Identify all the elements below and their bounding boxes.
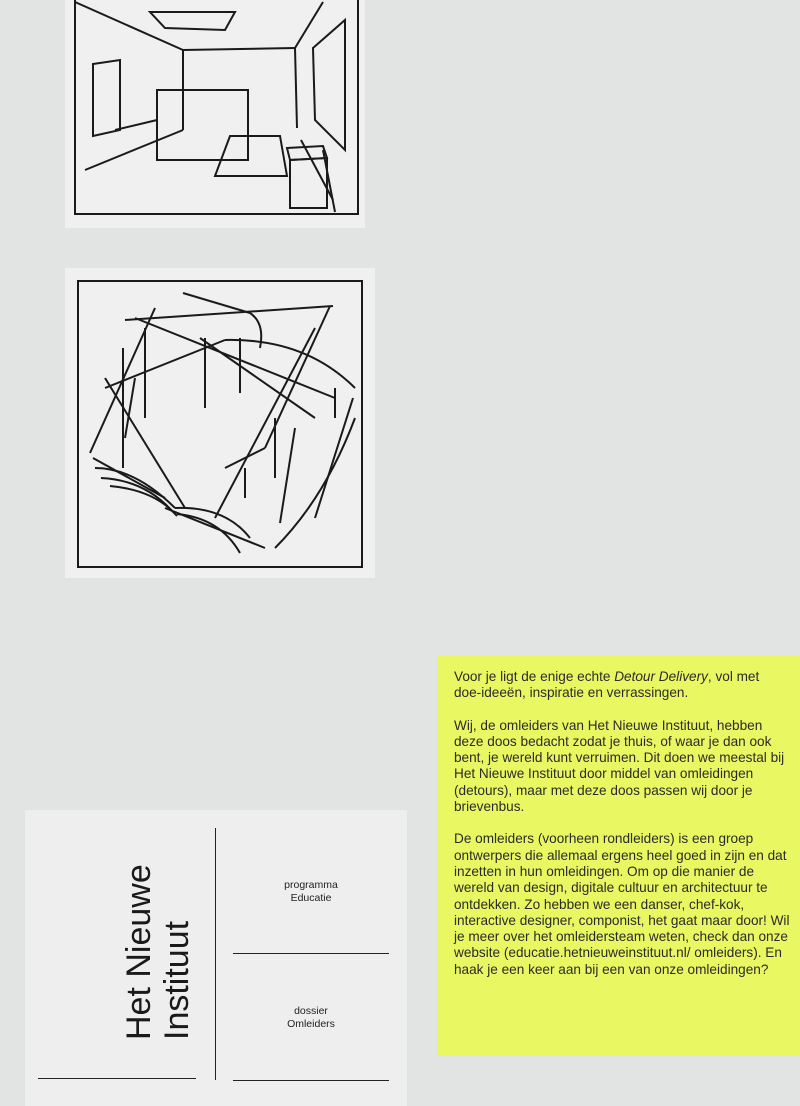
intro-note <box>437 656 800 1056</box>
note-paragraph-1 <box>454 669 790 702</box>
dossier-field <box>246 1005 376 1031</box>
address-line-2 <box>233 1080 389 1081</box>
address-line-1 <box>233 953 389 954</box>
note-paragraph-2: Wij, de omleiders van Het Nieuwe Instituut, hebben deze doos bedacht zodat je thuis, of waar je dan ook bent, je wereld kunt verruimen. Dit doen we meestal bij Het Nieuwe Instituut door middel van omleidingen (detours), maar met deze doos passen wij door je brievenbus. <box>454 717 785 815</box>
room-drawing <box>65 0 365 228</box>
program-field <box>246 879 376 905</box>
room-drawing-card <box>65 0 365 228</box>
postcard-divider <box>215 828 216 1080</box>
signature-line <box>38 1078 196 1079</box>
dossier-value: Omleiders <box>287 1018 335 1030</box>
program-label: programma <box>284 879 338 891</box>
brand-line-1: Het Nieuwe <box>120 864 158 1040</box>
product-name: Detour Delivery <box>614 669 708 684</box>
note-paragraph-3: De omleiders (voorheen rondleiders) is een groep ontwerpers die allemaal ergens heel goed in zijn en dat inzetten in hun omleidingen. Om op die manier de wereld van design, digitale cultuur en architectuur te ontdekken. Zo hebben we een danser, chef-kok, interactive designer, componist, het gaat maar door! Wil je meer over het omleidersteam weten, check dan onze website (educatie.hetnieuweinstituut.nl/ omleiders). En haak je een keer aan bij een van onze omleidingen? <box>454 831 790 977</box>
program-value: Educatie <box>290 892 332 904</box>
dossier-label: dossier <box>294 1005 328 1017</box>
note-p1-after: , vol met doe-ideeën, inspiratie en verrassingen. <box>454 669 760 701</box>
brand-wordmark <box>120 864 196 1040</box>
brand-line-2: Instituut <box>158 920 196 1040</box>
construction-drawing-card <box>65 268 375 578</box>
note-p1-before: Voor je ligt de enige echte <box>454 669 615 684</box>
construction-drawing <box>65 268 375 578</box>
